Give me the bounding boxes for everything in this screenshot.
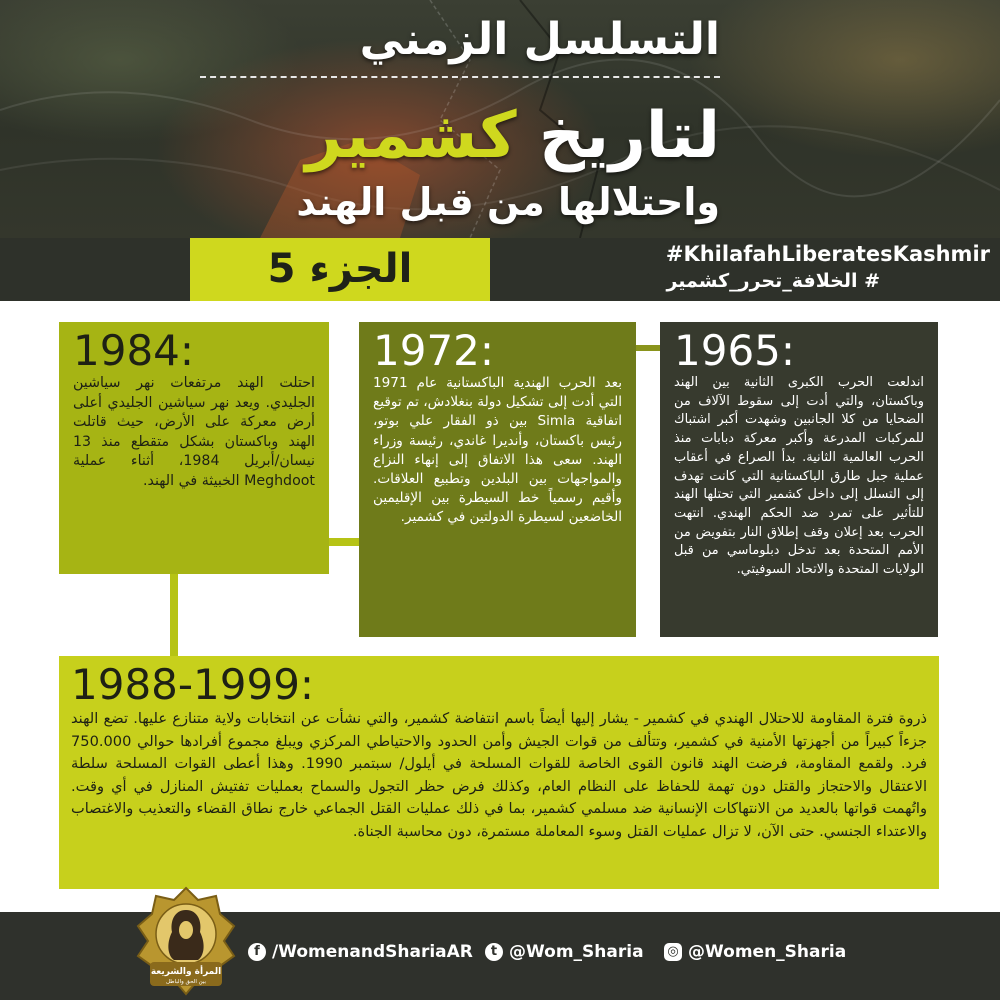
panel-text-1965: اندلعت الحرب الكبرى الثانية بين الهند وباكستان، والتي أدت إلى سقوط الآلاف من الضحايا من كلا الجانبين وشهدت أكبر اشتباك للمركبات المدرعة وأكبر معركة دبابات منذ الحرب العالمية الثانية. بدأ الصراع في أعقاب عملية جبل طارق الباكستانية التي كانت تهدف إلى التسلل إلى داخل كشمير التي تحتلها الهند للتأثير على تمرد ضد الحكم الهندي. انتهت الحرب بعد إعلان وقف إطلاق النار بتفويض من الأمم المتحدة بعد تدخل دبلوماسي من قبل الولايات المتحدة والاتحاد السوفيتي. bbox=[674, 375, 924, 578]
title-word-history: لتاريخ bbox=[538, 99, 720, 173]
timeline-panel-1965 bbox=[660, 322, 938, 637]
facebook-handle: /WomenandShariaAR bbox=[272, 942, 473, 962]
twitter-link[interactable] bbox=[485, 942, 644, 962]
hashtag-arabic: # الخلافة_تحرر_كشمير bbox=[666, 270, 880, 292]
title-line-1: التسلسل الزمني bbox=[359, 14, 720, 65]
year-label-1972: 1972: bbox=[373, 326, 495, 375]
logo-subtext: بين الحق والباطل bbox=[166, 979, 206, 985]
connector-1972-1965 bbox=[636, 345, 660, 351]
title-line-2 bbox=[305, 96, 720, 176]
title-word-kashmir: كشمير bbox=[305, 99, 517, 173]
title-line-3: واحتلالها من قبل الهند bbox=[296, 180, 720, 224]
part-label: الجزء 5 bbox=[190, 238, 490, 301]
timeline-panel-1984 bbox=[59, 322, 329, 574]
connector-1984-1988 bbox=[170, 574, 178, 656]
timeline-panel-1972 bbox=[359, 322, 636, 637]
twitter-handle: @Wom_Sharia bbox=[509, 942, 644, 962]
hashtag-english: #KhilafahLiberatesKashmir bbox=[665, 242, 990, 266]
connector-1984-1972 bbox=[329, 538, 359, 546]
logo-text: المرأة والشريعة bbox=[150, 967, 222, 977]
timeline-panel-1988-1999 bbox=[59, 656, 939, 889]
year-label-1988-1999: 1988-1999: bbox=[71, 660, 315, 709]
women-and-sharia-logo bbox=[136, 886, 236, 996]
panel-text-1984: احتلت الهند مرتفعات نهر سياشين الجليدي. ويعد نهر سياشين الجليدي أعلى أرض معركة على الأرض، حيث قاتلت الهند وباكستان بشكل متقطع منذ 13 نيسان/أبريل 1984، أثناء عملية Meghdoot الخبيثة في الهند. bbox=[73, 375, 315, 489]
panel-text-1988-1999: ذروة فترة المقاومة للاحتلال الهندي في كشمير - يشار إليها أيضاً باسم انتفاضة كشمير، والتي نشأت عن انتخابات ولاية متنازع عليها. تضع الهند جزءاً كبيراً من أجهزتها الأمنية في كشمير، وتتألف من قوات الجيش وأمن الحدود والاحتياطي المركزي ويبلغ مجموع أفرادها حوالي 750.000 فرد. ولقمع المقاومة، فرضت الهند قانون القوى الخاصة للقوات المسلحة في أيلول/ سبتمبر 1990. وهذا أعطى القوات المسلحة سلطة الاعتقال والاحتجاز والقتل دون تهمة للحفاظ على النظام العام، وكذلك فرض حظر التجول والسماح بعمليات تفتيش المنازل في أي وقت. واتُهمت قواتها بالعديد من الانتهاكات الإنسانية ضد مسلمي كشمير، بما في ذلك عمليات القتل الجماعي خارج نطاق القضاء والتعذيب والاغتصاب والاعتداء الجنسي. حتى الآن، لا تزال عمليات القتل وسوء المعاملة مستمرة، دون محاسبة الجناة. bbox=[71, 710, 927, 840]
facebook-link[interactable] bbox=[248, 942, 473, 962]
header-banner bbox=[0, 0, 1000, 238]
twitter-icon: t bbox=[485, 943, 503, 961]
year-label-1984: 1984: bbox=[73, 326, 195, 375]
title-divider bbox=[200, 76, 720, 78]
instagram-icon: ◎ bbox=[664, 943, 682, 961]
instagram-link[interactable] bbox=[664, 942, 846, 962]
year-label-1965: 1965: bbox=[674, 326, 796, 375]
facebook-icon: f bbox=[248, 943, 266, 961]
panel-text-1972: بعد الحرب الهندية الباكستانية عام 1971 التي أدت إلى تشكيل دولة بنغلادش، تم توقيع اتفاقية Simla بين ذو الفقار علي بوتو، رئيس باكستان، وأنديرا غاندي، رئيسة وزراء الهند. سعى هذا الاتفاق إلى إنهاء النزاع والمواجهات بين البلدين وتطبيع العلاقات. وأقيم رسمياً خط السيطرة بين الإقليمين الخاضعين لسيطرة الدولتين في كشمير. bbox=[373, 375, 622, 526]
instagram-handle: @Women_Sharia bbox=[688, 942, 847, 962]
